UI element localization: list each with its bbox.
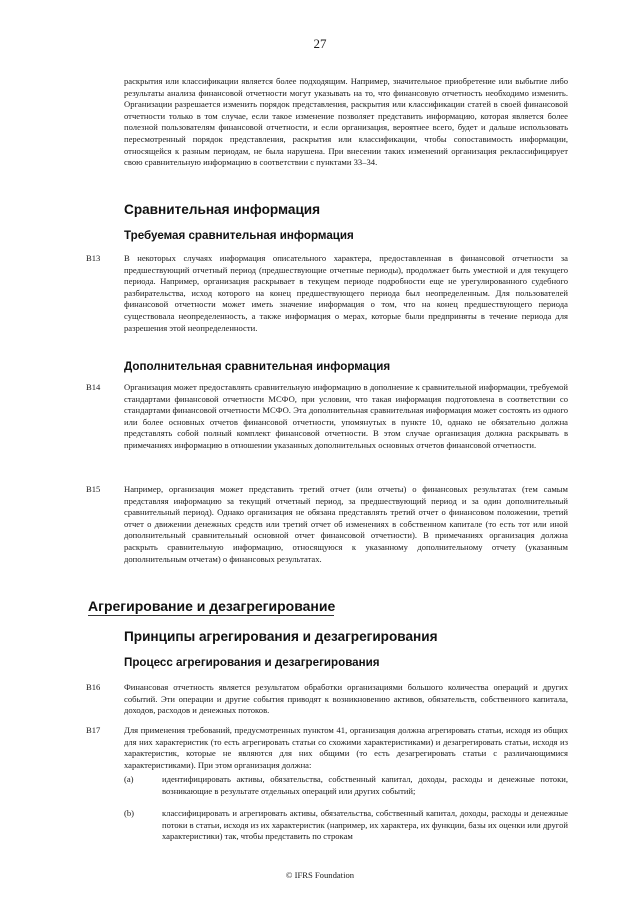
paragraph-b17: Для применения требований, предусмотренных пунктом 41, организация должна агрегировать статьи, исходя из общих для них характеристик (то есть агрегировать статьи со схожими характеристиками) и дезагрегировать статьи, исходя из характеристик, которые не являются для них общими (то есть дезагрегировать статьи с различающимися характеристиками). При этом организация должна:: [124, 725, 568, 770]
paragraph-label-b15: B15: [86, 484, 101, 494]
paragraph-b14: Организация может предоставлять сравнительную информацию в дополнение к сравнительной информации, требуемой стандартами финансовой отчетности МСФО, при условии, что такая информация подготовлена в соответствии со стандартами финансовой отчетности МСФО. Эта дополнительная сравнительная информация может состоять из одного или более основных отчетов финансовой отчетности, упомянутых в пункте 10, однако не обязательно должна представлять собой полный комплект финансовой отчетности. В этом случае организация должна раскрывать в примечаниях информацию в отношении указанных дополнительных основных отчетов финансовой отчетности.: [124, 382, 568, 450]
footer-copyright: © IFRS Foundation: [285, 870, 355, 880]
subheading-required-comparative: Требуемая сравнительная информация: [124, 229, 354, 242]
paragraph-b15: Например, организация может представить третий отчет (или отчеты) о финансовых результатах (тем самым представляя информацию за текущий отчетный период, за предшествующий период и за один дополнительный сравнительный период). Однако организация не обязана представлять третий отчет о финансовом положении, третий отчет о движении денежных средств или третий отчет об изменениях в собственном капитале (то есть тот или иной дополнительный сравнительный основной отчет финансовой отчетности). В примечаниях организация должна раскрыть сравнительную информацию, относящуюся к указанному дополнительному отчету (указанным дополнительным отчетам) о финансовых результатах.: [124, 484, 568, 564]
paragraph-label-b14: B14: [86, 382, 101, 392]
paragraph-label-b16: B16: [86, 682, 101, 692]
section-heading-aggregation: Агрегирование и дезагрегирование: [88, 598, 336, 614]
intro-paragraph: раскрытия или классификации является более подходящим. Например, значительное приобретение или выбытие либо результаты анализа финансовой отчетности могут указывать на то, что финансовую отчетность необходимо изменить. Организации разрешается изменить порядок представления, раскрытия или классификации статей в своей финансовой отчетности только в том случае, если такое изменение позволяет представить информацию, которая является более полезной пользователям финансовой отчетности, и если организация, вероятнее всего, будет и дальше использовать пересмотренный порядок представления, раскрытия или классификации, чтобы сопоставимость информации, относящейся к разным периодам, не была нарушена. При внесении таких изменений организация реклассифицирует свою сравнительную информацию в соответствии с пунктами 33–34.: [124, 76, 568, 168]
page-number: 27: [313, 36, 327, 51]
subheading-additional-comparative: Дополнительная сравнительная информация: [124, 360, 391, 373]
heading-underline: [88, 615, 334, 616]
list-item-label-b: (b): [124, 808, 135, 818]
section-heading-comparative: Сравнительная информация: [124, 202, 321, 217]
paragraph-label-b17: B17: [86, 725, 101, 735]
paragraph-b16: Финансовая отчетность является результатом обработки организациями большого количества операций и других событий. Эти операции и другие события приводят к возникновению активов, обязательств, собственного капитала, доходов, расходов и денежных потоков.: [124, 682, 568, 716]
list-item-label-a: (a): [124, 774, 134, 784]
subheading-aggregation-process: Процесс агрегирования и дезагрегирования: [124, 656, 380, 669]
list-item-a: идентифицировать активы, обязательства, собственный капитал, доходы, расходы и денежные потоки, возникающие в результате отдельных операций или других событий;: [162, 774, 568, 796]
paragraph-label-b13: B13: [86, 253, 101, 263]
paragraph-b13: В некоторых случаях информация описательного характера, предоставленная в финансовой отчетности за предшествующий отчетный период (предшествующие отчетные периоды), продолжает быть уместной и для текущего периода. Например, организация раскрывает в текущем периоде подробности еще не урегулированного судебного разбирательства, исход которого на конец предшествующего периода был неопределенным. Для пользователей финансовой отчетности может иметь значение информация о том, что на конец предшествующего периода существовала неопределенность, а также информация о мерах, которые были предприняты в течение периода для разрешения этой неопределенности.: [124, 253, 568, 333]
heading-aggregation-principles: Принципы агрегирования и дезагрегирования: [124, 629, 438, 644]
list-item-b: классифицировать и агрегировать активы, обязательства, собственный капитал, доходы, расходы и денежные потоки в статьи, исходя из их характеристик (например, их характера, их функции, базы их оценки или другой характеристики) так, чтобы представить по строкам: [162, 808, 568, 842]
